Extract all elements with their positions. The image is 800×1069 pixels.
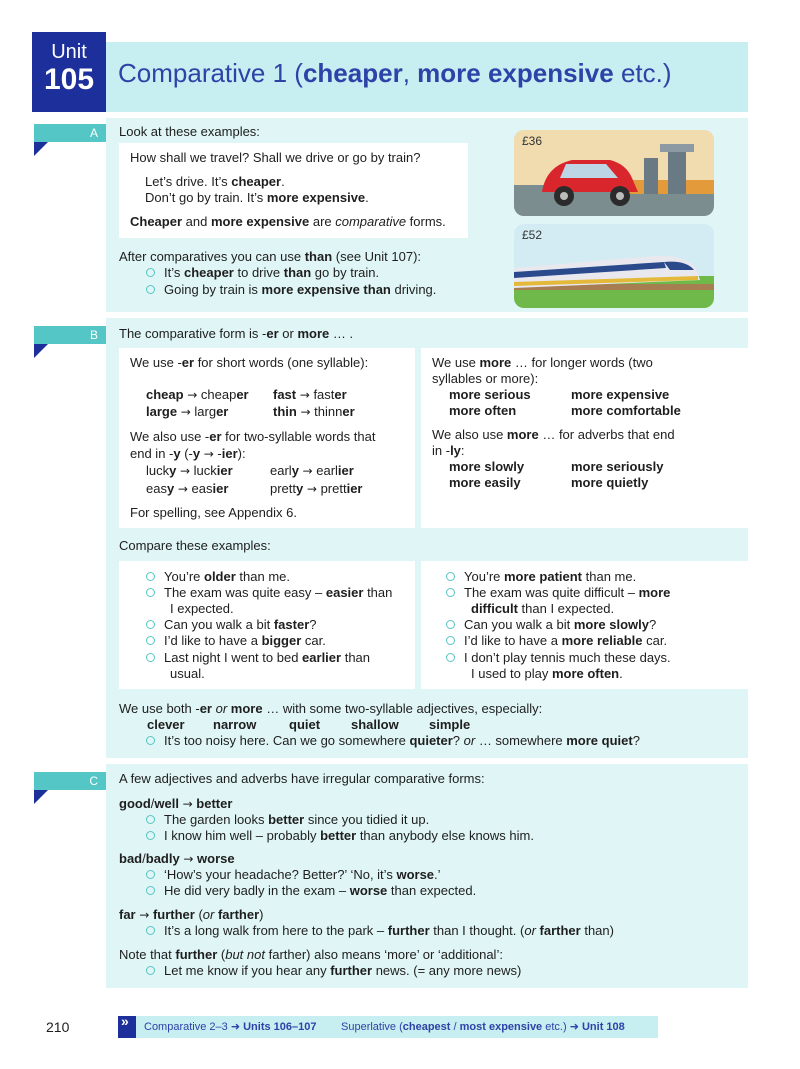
car-illustration [514, 130, 714, 216]
more-seriously: more seriously [571, 459, 664, 474]
compare-er-2: The exam was quite easy – easier than [146, 585, 392, 601]
bullet-icon [446, 653, 455, 662]
example-line-1: Let’s drive. It’s cheaper. [145, 174, 285, 189]
comparative-cross-reference-link[interactable]: Comparative 2–3 ➜ Units 106–107 [144, 1021, 317, 1033]
bullet-icon [446, 572, 455, 581]
adjective-narrow: narrow [213, 717, 257, 732]
unit-number: 105 [43, 63, 95, 96]
car-at-fuel-pump-icon [514, 130, 714, 216]
bullet-icon [146, 815, 155, 824]
further-example-1: Let me know if you hear any further news. (= any more news) [146, 963, 521, 979]
title-bar [106, 42, 748, 112]
bullet-icon [146, 572, 155, 581]
compare-er-3: Can you walk a bit faster? [146, 617, 317, 633]
bad-example-1: ‘How’s your headache? Better?’ ‘No, it’s worse.’ [146, 867, 441, 883]
bullet-icon [146, 831, 155, 840]
page-title: Comparative 1 (cheaper, more expensive etc.) [118, 58, 672, 88]
compare-er-4: I’d like to have a bigger car. [146, 633, 326, 649]
section-c-intro: A few adjectives and adverbs have irregular comparative forms: [119, 771, 485, 786]
er-rule-line: We use -er for short words (one syllable): [130, 355, 369, 370]
more-quietly: more quietly [571, 475, 649, 490]
more-rule-line-2: syllables or more): [432, 371, 539, 386]
easy-easier: easy → easier [146, 481, 229, 496]
section-a-intro: Look at these examples: [119, 124, 260, 139]
good-example-1: The garden looks better since you tidied it up. [146, 812, 429, 828]
bullet-icon [146, 620, 155, 629]
more-serious: more serious [449, 387, 531, 402]
both-er-more-line: We use both -er or more … with some two-syllable adjectives, especially: [119, 701, 543, 716]
compare-more-5: I don’t play tennis much these days. [446, 650, 671, 666]
compare-more-2-cont: difficult than I expected. [471, 601, 615, 616]
car-price: £36 [522, 134, 543, 148]
two-syllable-line-1: We also use -er for two-syllable words that [130, 429, 376, 444]
train-price: £52 [522, 228, 543, 242]
compare-er-1: You’re older than me. [146, 569, 290, 585]
bullet-icon [146, 636, 155, 645]
far-further: far → further (or farther) [119, 907, 264, 922]
section-b-corner [34, 344, 48, 358]
good-well-better: good/well → better [119, 796, 233, 811]
good-example-2: I know him well – probably better than anybody else knows him. [146, 828, 534, 844]
compare-more-4: I’d like to have a more reliable car. [446, 633, 667, 649]
example-question: How shall we travel? Shall we drive or go by train? [130, 150, 421, 165]
bullet-icon [146, 870, 155, 879]
compare-more-3: Can you walk a bit more slowly? [446, 617, 656, 633]
more-slowly: more slowly [449, 459, 525, 474]
early-earlier: early → earlier [270, 463, 354, 478]
bullet-icon [146, 653, 155, 662]
further-note: Note that further (but not farther) also means ‘more’ or ‘additional’: [119, 947, 503, 962]
lucky-luckier: lucky → luckier [146, 463, 233, 478]
compare-er-2-cont: I expected. [170, 601, 234, 616]
bullet-icon [446, 620, 455, 629]
far-example-1: It’s a long walk from here to the park – further than I thought. (or farther than) [146, 923, 614, 939]
section-c-tab: C [34, 772, 106, 790]
large-larger: large → larger [146, 404, 229, 419]
bad-badly-worse: bad/badly → worse [119, 851, 235, 866]
superlative-cross-reference-link[interactable]: Superlative (cheapest / most expensive etc.) ➜ Unit 108 [341, 1021, 625, 1033]
train-icon [514, 224, 714, 308]
bullet-icon [146, 966, 155, 975]
compare-more-1: You’re more patient than me. [446, 569, 636, 585]
example-line-2: Don’t go by train. It’s more expensive. [145, 190, 369, 205]
adverb-rule-line-2: in -ly: [432, 443, 465, 458]
chevron-glyph: » [121, 1013, 129, 1029]
bullet-icon [146, 285, 155, 294]
fast-faster: fast → faster [273, 387, 347, 402]
train-illustration [514, 224, 714, 308]
compare-more-5-cont: I used to play more often. [471, 666, 623, 681]
bullet-icon [446, 588, 455, 597]
adjective-shallow: shallow [351, 717, 399, 732]
section-b-tab: B [34, 326, 106, 344]
bullet-icon [146, 736, 155, 745]
unit-word: Unit [51, 41, 87, 63]
compare-er-5: Last night I went to bed earlier than [146, 650, 370, 666]
adjective-quiet: quiet [289, 717, 321, 732]
adverb-rule-line-1: We also use more … for adverbs that end [432, 427, 675, 442]
adjective-simple: simple [429, 717, 471, 732]
adjective-clever: clever [147, 717, 185, 732]
example-line-3: Cheaper and more expensive are comparative forms. [130, 214, 446, 229]
than-example-2: Going by train is more expensive than driving. [146, 282, 436, 298]
cheap-cheaper: cheap → cheaper [146, 387, 249, 402]
compare-more-2: The exam was quite difficult – more [446, 585, 670, 601]
bullet-icon [146, 268, 155, 277]
after-comparatives-line: After comparatives you can use than (see Unit 107): [119, 249, 422, 264]
compare-er-5-cont: usual. [170, 666, 205, 681]
bullet-icon [146, 588, 155, 597]
spelling-note: For spelling, see Appendix 6. [130, 505, 297, 520]
unit-badge [32, 32, 106, 112]
section-b-intro: The comparative form is -er or more … . [119, 326, 354, 341]
page-number: 210 [46, 1019, 70, 1035]
bullet-icon [446, 636, 455, 645]
more-easily: more easily [449, 475, 521, 490]
than-example-1: It’s cheaper to drive than go by train. [146, 265, 379, 281]
section-c-corner [34, 790, 48, 804]
more-often: more often [449, 403, 517, 418]
bad-example-2: He did very badly in the exam – worse than expected. [146, 883, 476, 899]
two-syllable-line-2: end in -y (-y → -ier): [130, 446, 246, 461]
section-a-tab: A [34, 124, 106, 142]
bullet-icon [146, 926, 155, 935]
more-comfortable: more comfortable [571, 403, 681, 418]
more-rule-line-1: We use more … for longer words (two [432, 355, 653, 370]
compare-heading: Compare these examples: [119, 538, 271, 553]
section-a-corner [34, 142, 48, 156]
pretty-prettier: pretty → prettier [270, 481, 363, 496]
more-expensive: more expensive [571, 387, 670, 402]
thin-thinner: thin → thinner [273, 404, 355, 419]
bullet-icon [146, 886, 155, 895]
noisy-example: It’s too noisy here. Can we go somewhere quieter? or … somewhere more quiet? [146, 733, 640, 749]
